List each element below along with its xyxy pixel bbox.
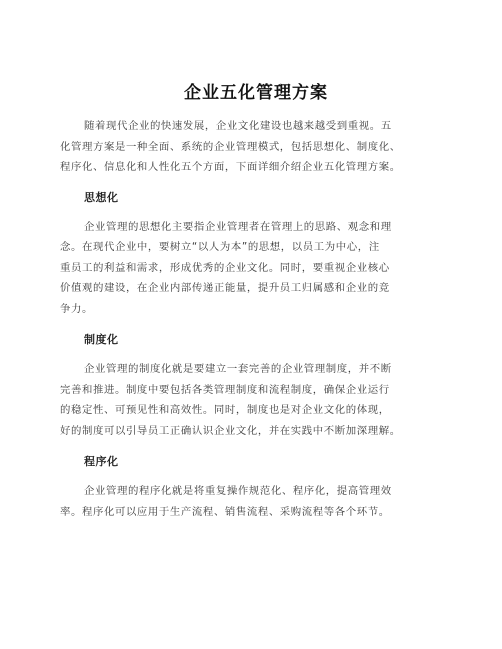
paragraph-line: 企业管理的程序化就是将重复操作规范化、程序化，提高管理效 <box>84 485 392 497</box>
section-paragraph-thought <box>60 217 452 320</box>
paragraph-line: 争力。 <box>60 302 93 315</box>
intro-line: 程序化、信息化和人性化五个方面，下面详细介绍企业五化管理方案。 <box>60 161 401 173</box>
paragraph-line: 好的制度可以引导员工正确认识企业文化，并在实践中不断加深理解。 <box>60 424 401 437</box>
section-paragraph-system <box>60 359 452 441</box>
paragraph-line: 率。程序化可以应用于生产流程、销售流程、采购流程等各个环节。 <box>60 505 390 518</box>
section-heading-procedure: 程序化 <box>84 455 119 468</box>
section-heading-system: 制度化 <box>84 333 119 346</box>
paragraph-line: 完善和推进。制度中要包括各类管理制度和流程制度，确保企业运行 <box>60 383 390 396</box>
paragraph-line: 念。在现代企业中，要树立“以人为本”的思想，以员工为中心，注 <box>60 241 380 253</box>
paragraph-line: 企业管理的制度化就是要建立一套完善的企业管理制度，并不断 <box>84 363 392 375</box>
paragraph-line: 的稳定性、可预见性和高效性。同时，制度也是对企业文化的体现， <box>60 404 390 416</box>
intro-paragraph <box>60 116 452 178</box>
section-paragraph-procedure <box>60 481 452 522</box>
section-heading-thought: 思想化 <box>84 190 119 204</box>
paragraph-line: 价值观的建设，在企业内部传递正能量，提升员工归属感和企业的竞 <box>60 282 390 294</box>
document-title: 企业五化管理方案 <box>184 83 328 103</box>
intro-line: 化管理方案是一种全面、系统的企业管理模式，包括思想化、制度化、 <box>60 140 401 153</box>
paragraph-line: 企业管理的思想化主要指企业管理者在管理上的思路、观念和理 <box>84 220 392 233</box>
intro-line: 随着现代企业的快速发展，企业文化建设也越来越受到重视。五 <box>84 120 392 132</box>
paragraph-line: 重员工的利益和需求，形成优秀的企业文化。同时，要重视企业核心 <box>60 261 390 274</box>
